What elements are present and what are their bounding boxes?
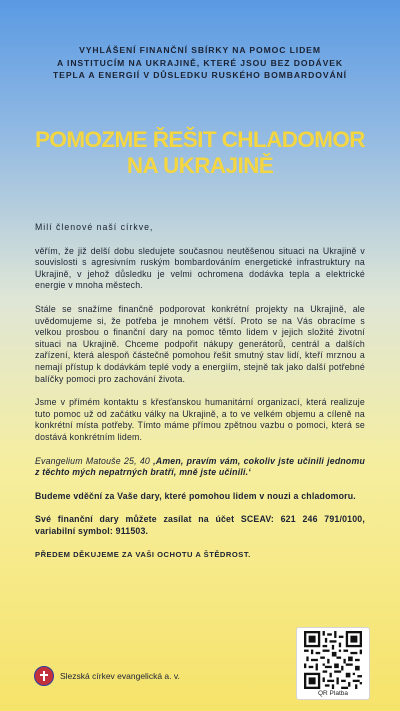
quote-reference: Evangelium Matouše 25, 40 xyxy=(35,455,151,466)
organization-footer xyxy=(34,666,180,686)
header-announcement xyxy=(30,44,370,82)
qr-label: QR Platba xyxy=(318,690,348,697)
bible-quote xyxy=(35,456,365,479)
thanks-final: PŘEDEM DĚKUJEME ZA VAŠI OCHOTU A ŠTĚDROST. xyxy=(35,550,251,560)
quote-text: ‚Amen, pravím vám, cokoliv jste učinili jednomu z těchto mých nepatrných bratří, mně jste učinili.‘ xyxy=(35,455,365,478)
title-line-1: POMOZME ŘEŠIT CHLADOMOR xyxy=(35,127,365,152)
church-cross-logo-icon xyxy=(34,666,54,686)
thanks-donations: Budeme vděční za Vaše dary, které pomohou lidem v nouzi a chladomoru. xyxy=(35,490,356,501)
title-line-2: NA UKRAJINĚ xyxy=(126,153,274,178)
qr-code-icon xyxy=(303,631,363,689)
letter-body xyxy=(35,222,365,573)
qr-payment-card[interactable] xyxy=(296,627,370,700)
paragraph-support: Stále se snažíme finančně podporovat konkrétní projekty na Ukrajině, ale uvědomujeme si, že potřeba je mnohem větší. Proto se na Vás obracíme s velkou prosbou o finanční dary na pomoc těmto lidem v jejich složité životní situaci na Ukrajině. Chceme podpořit nákupy generátorů, centrál a dalších zařízení, která alespoň částečně pomohou řešit smutný stav lidí, kteří mrznou a nemají přístup k dodávkám teplé vody a energiím, stejně tak jako další potřebné balíčky pomoci pro zachování života. xyxy=(35,303,365,384)
paragraph-contact: Jsme v přímém kontaktu s křesťanskou humanitární organizací, která realizuje tuto pomoc už od začátku války na Ukrajině, a to ve velkém objemu a cíleně na konkrétní místa potřeby. Tímto máme přímou zpětnou vazbu o pomoci, která se dostává konkrétním lidem. xyxy=(35,397,365,442)
payment-info: Své finanční dary můžete zasílat na účet SCEAV: 621 246 791/0100, variabilní symbol: 911503. xyxy=(35,514,365,536)
paragraph-situation: věřím, že již delší dobu sledujete současnou neutěšenou situaci na Ukrajině v souvislosti s agresivním ruským bombardováním energetické infrastruktury na Ukrajině, v jehož důsledku je velmi ochromena dodávka tepla a elektrické energie v mnoha městech. xyxy=(35,245,365,291)
organization-name: Slezská církev evangelická a. v. xyxy=(60,671,180,681)
page-title xyxy=(20,127,380,179)
header-line-1: VYHLÁŠENÍ FINANČNÍ SBÍRKY NA POMOC LIDEM xyxy=(79,45,321,55)
greeting: Milí členové naší církve, xyxy=(35,222,154,232)
header-line-2: A INSTITUCÍM NA UKRAJINĚ, KTERÉ JSOU BEZ DODÁVEK xyxy=(56,57,344,68)
cross-icon xyxy=(38,670,50,682)
header-line-3: TEPLA A ENERGIÍ V DŮSLEDKU RUSKÉHO BOMBARDOVÁNÍ xyxy=(53,70,347,81)
